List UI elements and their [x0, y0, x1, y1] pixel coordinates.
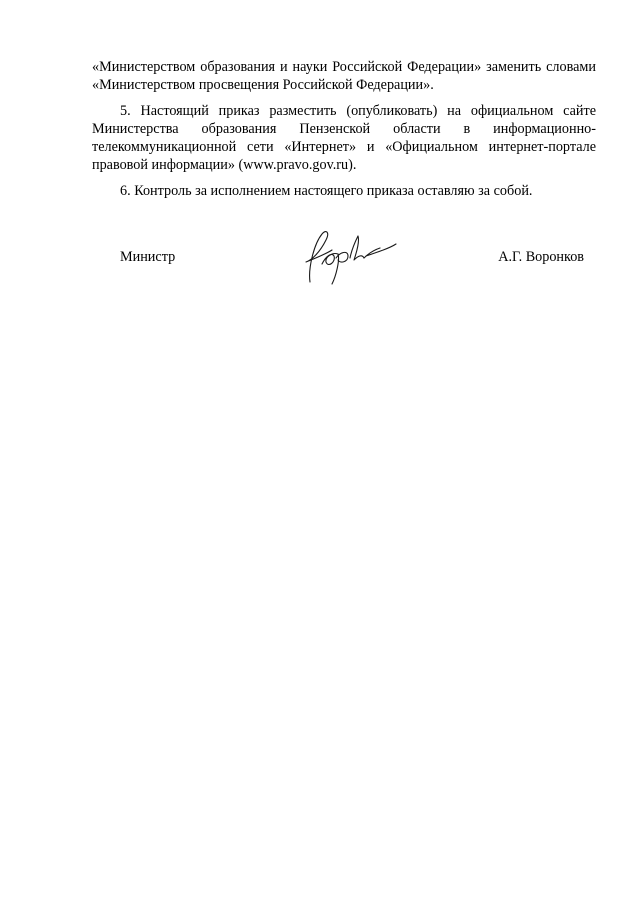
handwritten-signature	[292, 224, 402, 288]
signatory-name: А.Г. Воронков	[498, 249, 584, 265]
paragraph-continuation: «Министерством образования и науки Российской Федерации» заменить словами «Министерством просвещения Российской Федерации».	[92, 59, 596, 93]
document-body	[92, 58, 596, 208]
paragraph-item-6: 6. Контроль за исполнением настоящего приказа оставляю за собой.	[120, 183, 533, 199]
signatory-position: Министр	[120, 249, 176, 265]
paragraph-item-5: 5. Настоящий приказ разместить (опубликовать) на официальном сайте Министерства образования Пензенской области в информационно-телекоммуникационной сети «Интернет» и «Официальном интернет-портале правовой информации» (www.pravo.gov.ru).	[92, 103, 596, 173]
signature-block	[92, 242, 596, 302]
